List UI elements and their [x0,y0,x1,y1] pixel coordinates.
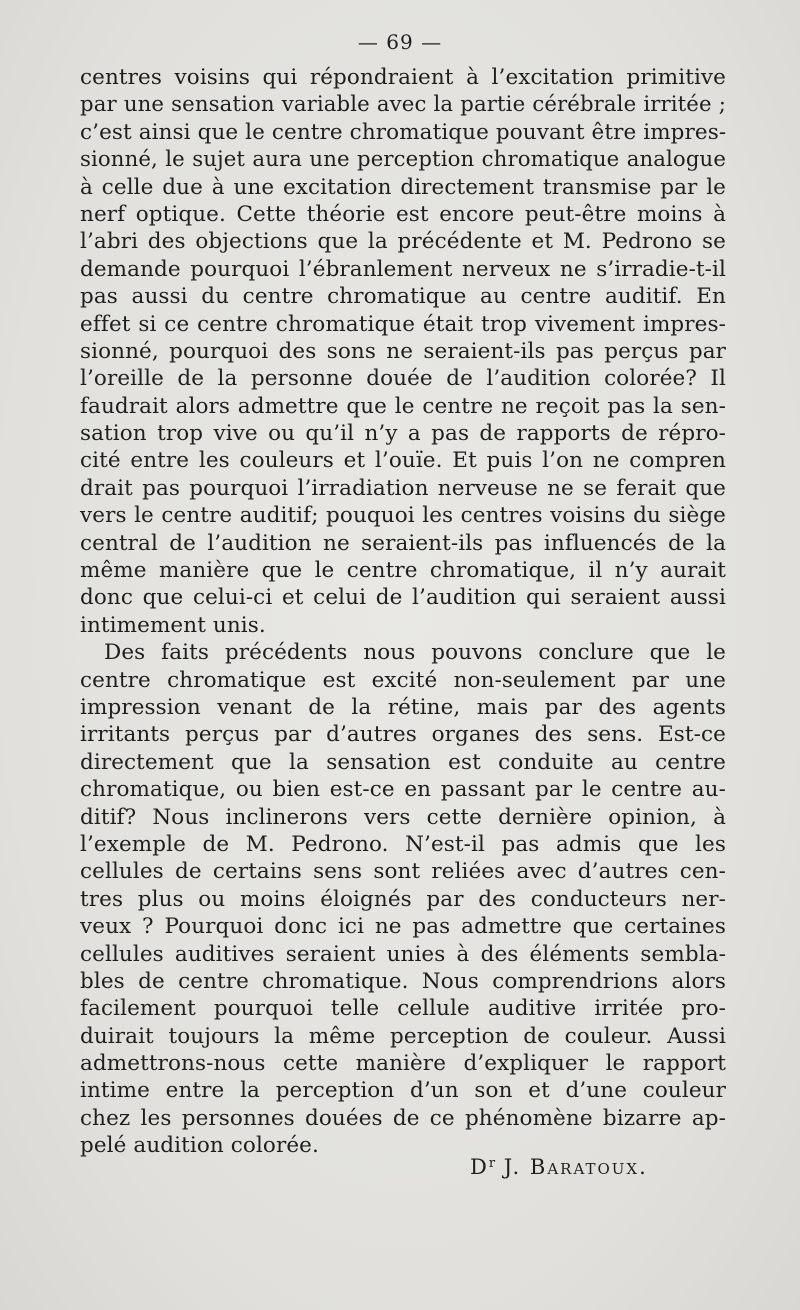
text-line: effet si ce centre chromatique était trop vivement impres- [80,311,726,337]
text-line: tres plus ou moins éloignés par des conducteurs ner- [80,886,726,912]
text-line: l’abri des objections que la précédente et M. Pedrono se [80,229,726,255]
text-line: l’exemple de M. Pedrono. N’est-il pas admis que les [80,831,726,857]
text-line: faudrait alors admettre que le centre ne reçoit pas la sen- [80,393,726,419]
signature-title: D [470,1155,489,1179]
signature-title-superscript: r [488,1156,496,1171]
text-line: chez les personnes douées de ce phénomène bizarre ap- [80,1105,726,1131]
text-line: duirait toujours la même perception de couleur. Aussi [80,1023,726,1049]
text-line: pas aussi du centre chromatique au centre auditif. En [80,284,726,310]
text-line: admettrons-nous cette manière d’expliquer le rapport [80,1051,726,1077]
text-line: même manière que le centre chromatique, il n’y aurait [80,558,726,584]
text-line: cité entre les couleurs et l’ouïe. Et puis l’on ne compren [80,448,726,474]
text-line: bles de centre chromatique. Nous comprendrions alors [80,968,726,994]
text-line: chromatique, ou bien est-ce en passant par le centre au- [80,777,726,803]
text-line: intimement unis. [80,612,266,638]
text-line: directement que la sensation est conduite au centre [80,749,726,775]
text-line: Des faits précédents nous pouvons conclure que le [104,640,726,666]
paragraph-2 [80,639,726,1159]
text-line: cellules auditives seraient unies à des éléments sembla- [80,941,726,967]
signature-name: J. Baratoux. [503,1155,648,1179]
text-line: pelé audition colorée. [80,1133,319,1159]
text-line: cellules de certains sens sont reliées avec d’autres cen- [80,859,726,885]
body-text [80,64,726,1160]
text-line: central de l’audition ne seraient-ils pas influencés de la [80,530,726,556]
text-line: facilement pourquoi telle cellule auditive irritée pro- [80,996,726,1022]
text-line: sionné, le sujet aura une perception chromatique analogue [80,147,726,173]
text-line: par une sensation variable avec la partie cérébrale irritée ; [80,92,726,118]
text-line: impression venant de la rétine, mais par des agents [80,694,726,720]
text-line: ditif? Nous inclinerons vers cette dernière opinion, à [80,804,726,830]
text-line: c’est ainsi que le centre chromatique pouvant être impres- [80,119,727,145]
text-line: drait pas pourquoi l’irradiation nerveuse ne se ferait que [80,475,726,501]
text-line: intime entre la perception d’un son et d’une couleur [80,1078,726,1104]
text-line: irritants perçus par d’autres organes des sens. Est-ce [80,722,726,748]
text-line: à celle due à une excitation directement transmise par le [80,174,726,200]
text-line: demande pourquoi l’ébranlement nerveux ne s’irradie-t-il [80,256,726,282]
text-line: centre chromatique est excité non-seulement par une [80,667,726,693]
paragraph-1 [80,64,726,639]
text-line: sionné, pourquoi des sons ne seraient-ils pas perçus par [80,338,726,364]
author-signature [470,1155,648,1179]
text-line: centres voisins qui répondraient à l’excitation primitive [80,65,726,90]
text-line: l’oreille de la personne douée de l’audition colorée? Il [80,366,726,392]
text-line: sation trop vive ou qu’il n’y a pas de rapports de répro- [80,421,726,447]
text-line: veux ? Pourquoi donc ici ne pas admettre que certaines [80,914,726,940]
page-number: — 69 — [357,30,443,54]
text-line: nerf optique. Cette théorie est encore peut-être moins à [80,201,726,227]
text-line: vers le centre auditif; pouquoi les centres voisins du siège [80,503,726,529]
text-line: donc que celui-ci et celui de l’audition qui seraient aussi [80,585,726,611]
